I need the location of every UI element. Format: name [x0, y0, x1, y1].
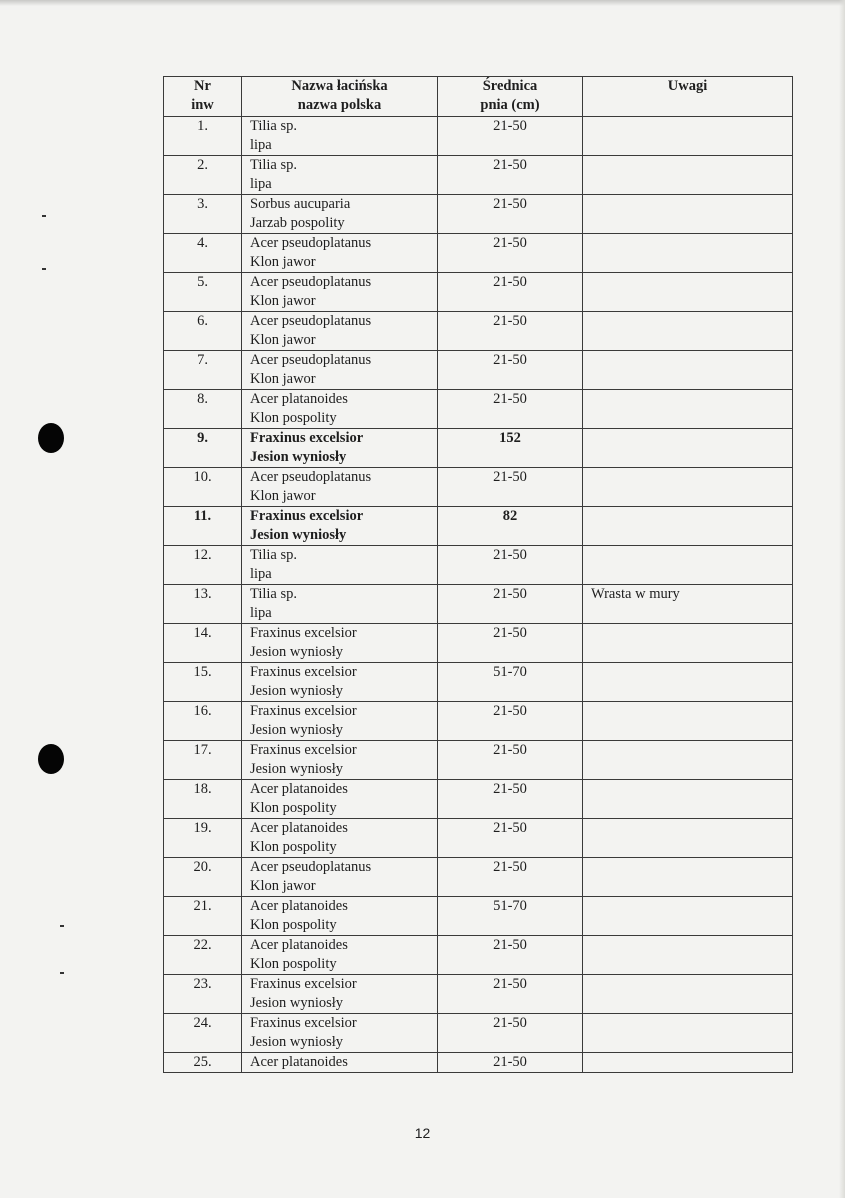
cell-diameter [438, 780, 583, 819]
cell-name [242, 507, 438, 546]
cell-diameter [438, 351, 583, 390]
inventory-number: 22. [193, 937, 212, 953]
cell-diameter [438, 507, 583, 546]
cell-notes [583, 858, 793, 897]
inventory-number: 11. [193, 508, 212, 524]
latin-name: Acer pseudoplatanus [250, 859, 372, 875]
page-number: 12 [414, 1125, 431, 1141]
trunk-diameter: 21-50 [493, 742, 527, 758]
polish-name: Klon jawor [250, 488, 316, 504]
cell-notes [583, 1053, 793, 1073]
cell-nr [164, 351, 242, 390]
cell-notes [583, 429, 793, 468]
table-row [164, 1014, 793, 1053]
table-row [164, 819, 793, 858]
latin-name: Acer platanoides [250, 1054, 348, 1070]
polish-name: Klon pospolity [250, 410, 337, 426]
polish-name: Klon jawor [250, 254, 316, 270]
latin-name: Acer platanoides [250, 781, 348, 797]
latin-name: Acer pseudoplatanus [250, 469, 372, 485]
cell-nr [164, 195, 242, 234]
cell-nr [164, 975, 242, 1014]
polish-name: Klon pospolity [250, 956, 337, 972]
cell-notes [583, 663, 793, 702]
polish-name: Klon pospolity [250, 839, 337, 855]
trunk-diameter: 82 [502, 508, 518, 524]
latin-name: Tilia sp. [250, 586, 298, 602]
punch-hole [38, 423, 64, 453]
cell-diameter [438, 663, 583, 702]
table-row [164, 936, 793, 975]
latin-name: Acer platanoides [250, 391, 348, 407]
cell-notes [583, 468, 793, 507]
trunk-diameter: 21-50 [493, 196, 527, 212]
table-row [164, 117, 793, 156]
trunk-diameter: 21-50 [493, 1054, 527, 1070]
trunk-diameter: 21-50 [493, 1015, 527, 1031]
table-row [164, 585, 793, 624]
cell-nr [164, 858, 242, 897]
polish-name: Jesion wyniosły [250, 722, 344, 738]
cell-name [242, 819, 438, 858]
polish-name: Jesion wyniosły [250, 683, 344, 699]
inventory-number: 21. [193, 898, 212, 914]
inventory-number: 24. [193, 1015, 212, 1031]
cell-notes [583, 156, 793, 195]
cell-nr [164, 702, 242, 741]
latin-name: Acer platanoides [250, 820, 348, 836]
cell-diameter [438, 1053, 583, 1073]
cell-notes [583, 312, 793, 351]
trunk-diameter: 21-50 [493, 352, 527, 368]
table-row [164, 351, 793, 390]
table-row [164, 234, 793, 273]
polish-name: Klon jawor [250, 371, 316, 387]
cell-name [242, 702, 438, 741]
latin-name: Acer platanoides [250, 898, 348, 914]
cell-notes [583, 702, 793, 741]
polish-name: lipa [250, 605, 272, 621]
polish-name: lipa [250, 566, 272, 582]
trunk-diameter: 21-50 [493, 391, 527, 407]
cell-notes [583, 741, 793, 780]
cell-name [242, 663, 438, 702]
cell-nr [164, 585, 242, 624]
cell-notes [583, 936, 793, 975]
scan-speck [42, 215, 46, 217]
latin-name: Acer pseudoplatanus [250, 274, 372, 290]
cell-nr [164, 507, 242, 546]
cell-diameter [438, 624, 583, 663]
scan-speck [42, 268, 46, 270]
inventory-number: 20. [193, 859, 212, 875]
latin-name: Fraxinus excelsior [250, 742, 357, 758]
cell-nr [164, 156, 242, 195]
cell-notes [583, 1014, 793, 1053]
cell-notes [583, 585, 793, 624]
table-row [164, 468, 793, 507]
table-row [164, 780, 793, 819]
cell-diameter [438, 936, 583, 975]
cell-notes [583, 546, 793, 585]
inventory-number: 9. [197, 430, 208, 446]
inventory-number: 23. [193, 976, 212, 992]
table-row [164, 156, 793, 195]
cell-diameter [438, 468, 583, 507]
table-row [164, 195, 793, 234]
cell-name [242, 351, 438, 390]
polish-name: Klon jawor [250, 332, 316, 348]
latin-name: Fraxinus excelsior [250, 1015, 357, 1031]
table-row [164, 546, 793, 585]
cell-name [242, 585, 438, 624]
header-nr: Nr inw [164, 77, 242, 117]
cell-diameter [438, 1014, 583, 1053]
cell-notes [583, 507, 793, 546]
note-text: Wrasta w mury [591, 586, 680, 602]
inventory-number: 19. [193, 820, 212, 836]
header-notes: Uwagi [583, 77, 793, 117]
cell-diameter [438, 429, 583, 468]
trunk-diameter: 21-50 [493, 820, 527, 836]
cell-notes [583, 624, 793, 663]
cell-nr [164, 1014, 242, 1053]
table-row [164, 897, 793, 936]
latin-name: Fraxinus excelsior [250, 664, 357, 680]
cell-nr [164, 819, 242, 858]
trunk-diameter: 21-50 [493, 118, 527, 134]
cell-nr [164, 390, 242, 429]
table-row [164, 312, 793, 351]
cell-name [242, 195, 438, 234]
table-row [164, 975, 793, 1014]
cell-name [242, 468, 438, 507]
inventory-number: 7. [197, 352, 208, 368]
cell-diameter [438, 546, 583, 585]
cell-name [242, 429, 438, 468]
cell-name [242, 117, 438, 156]
latin-name: Fraxinus excelsior [250, 508, 364, 524]
polish-name: Klon pospolity [250, 917, 337, 933]
latin-name: Acer pseudoplatanus [250, 313, 372, 329]
trunk-diameter: 21-50 [493, 235, 527, 251]
header-diameter: Średnica pnia (cm) [438, 77, 583, 117]
latin-name: Fraxinus excelsior [250, 430, 364, 446]
cell-notes [583, 273, 793, 312]
cell-nr [164, 546, 242, 585]
cell-diameter [438, 312, 583, 351]
latin-name: Fraxinus excelsior [250, 976, 357, 992]
cell-diameter [438, 858, 583, 897]
cell-diameter [438, 195, 583, 234]
cell-notes [583, 780, 793, 819]
cell-diameter [438, 390, 583, 429]
inventory-number: 18. [193, 781, 212, 797]
cell-nr [164, 273, 242, 312]
latin-name: Fraxinus excelsior [250, 625, 357, 641]
table-row [164, 429, 793, 468]
trunk-diameter: 152 [499, 430, 521, 446]
cell-notes [583, 975, 793, 1014]
trunk-diameter: 51-70 [493, 898, 527, 914]
cell-nr [164, 780, 242, 819]
inventory-number: 4. [197, 235, 208, 251]
inventory-number: 2. [197, 157, 208, 173]
cell-name [242, 858, 438, 897]
table-header-row [164, 77, 793, 117]
cell-notes [583, 195, 793, 234]
latin-name: Acer pseudoplatanus [250, 235, 372, 251]
latin-name: Acer platanoides [250, 937, 348, 953]
latin-name: Fraxinus excelsior [250, 703, 357, 719]
inventory-number: 3. [197, 196, 208, 212]
cell-name [242, 234, 438, 273]
inventory-number: 16. [193, 703, 212, 719]
cell-name [242, 975, 438, 1014]
cell-name [242, 936, 438, 975]
trunk-diameter: 51-70 [493, 664, 527, 680]
table-row [164, 273, 793, 312]
table-row [164, 741, 793, 780]
trunk-diameter: 21-50 [493, 547, 527, 563]
inventory-number: 15. [193, 664, 212, 680]
polish-name: Jesion wyniosły [250, 527, 347, 543]
scan-speck [60, 972, 64, 974]
scan-speck [60, 925, 64, 927]
cell-nr [164, 1053, 242, 1073]
trunk-diameter: 21-50 [493, 781, 527, 797]
cell-name [242, 780, 438, 819]
cell-notes [583, 819, 793, 858]
table-row [164, 702, 793, 741]
latin-name: Acer pseudoplatanus [250, 352, 372, 368]
cell-nr [164, 117, 242, 156]
cell-notes [583, 117, 793, 156]
cell-name [242, 1053, 438, 1073]
cell-notes [583, 390, 793, 429]
cell-diameter [438, 234, 583, 273]
inventory-number: 10. [193, 469, 212, 485]
scan-top-shadow [0, 0, 845, 6]
polish-name: Jesion wyniosły [250, 995, 344, 1011]
punch-hole [38, 744, 64, 774]
table-row [164, 390, 793, 429]
cell-notes [583, 897, 793, 936]
trunk-diameter: 21-50 [493, 313, 527, 329]
trunk-diameter: 21-50 [493, 274, 527, 290]
trunk-diameter: 21-50 [493, 703, 527, 719]
cell-nr [164, 234, 242, 273]
polish-name: Klon jawor [250, 878, 316, 894]
cell-notes [583, 234, 793, 273]
polish-name: Klon jawor [250, 293, 316, 309]
cell-notes [583, 351, 793, 390]
cell-diameter [438, 702, 583, 741]
cell-diameter [438, 741, 583, 780]
trunk-diameter: 21-50 [493, 937, 527, 953]
trunk-diameter: 21-50 [493, 859, 527, 875]
cell-name [242, 312, 438, 351]
inventory-number: 12. [193, 547, 212, 563]
latin-name: Tilia sp. [250, 157, 298, 173]
cell-nr [164, 624, 242, 663]
cell-nr [164, 468, 242, 507]
inventory-number: 1. [197, 118, 208, 134]
cell-name [242, 273, 438, 312]
cell-nr [164, 663, 242, 702]
trunk-diameter: 21-50 [493, 976, 527, 992]
polish-name: Jesion wyniosły [250, 449, 347, 465]
cell-name [242, 546, 438, 585]
latin-name: Tilia sp. [250, 547, 298, 563]
polish-name: Jesion wyniosły [250, 1034, 344, 1050]
trunk-diameter: 21-50 [493, 157, 527, 173]
polish-name: Jesion wyniosły [250, 644, 344, 660]
inventory-number: 25. [193, 1054, 212, 1070]
cell-diameter [438, 273, 583, 312]
scan-right-shadow [839, 0, 845, 1198]
inventory-number: 5. [197, 274, 208, 290]
header-name: Nazwa łacińska nazwa polska [242, 77, 438, 117]
inventory-number: 13. [193, 586, 212, 602]
inventory-number: 6. [197, 313, 208, 329]
inventory-number: 17. [193, 742, 212, 758]
inventory-number: 14. [193, 625, 212, 641]
cell-name [242, 390, 438, 429]
latin-name: Sorbus aucuparia [250, 196, 351, 212]
polish-name: Jesion wyniosły [250, 761, 344, 777]
cell-nr [164, 897, 242, 936]
trunk-diameter: 21-50 [493, 625, 527, 641]
cell-diameter [438, 897, 583, 936]
cell-name [242, 741, 438, 780]
polish-name: Jarzab pospolity [250, 215, 345, 231]
cell-name [242, 156, 438, 195]
cell-nr [164, 741, 242, 780]
table-row [164, 663, 793, 702]
polish-name: Klon pospolity [250, 800, 337, 816]
cell-diameter [438, 975, 583, 1014]
cell-diameter [438, 585, 583, 624]
table-row [164, 858, 793, 897]
cell-name [242, 897, 438, 936]
table-row [164, 507, 793, 546]
cell-diameter [438, 156, 583, 195]
inventory-number: 8. [197, 391, 208, 407]
table-row [164, 1053, 793, 1073]
cell-nr [164, 312, 242, 351]
trunk-diameter: 21-50 [493, 469, 527, 485]
trunk-diameter: 21-50 [493, 586, 527, 602]
cell-diameter [438, 819, 583, 858]
cell-name [242, 1014, 438, 1053]
polish-name: lipa [250, 176, 272, 192]
cell-nr [164, 936, 242, 975]
cell-diameter [438, 117, 583, 156]
tree-inventory-table [163, 76, 793, 1073]
polish-name: lipa [250, 137, 272, 153]
latin-name: Tilia sp. [250, 118, 298, 134]
cell-nr [164, 429, 242, 468]
cell-name [242, 624, 438, 663]
table-row [164, 624, 793, 663]
